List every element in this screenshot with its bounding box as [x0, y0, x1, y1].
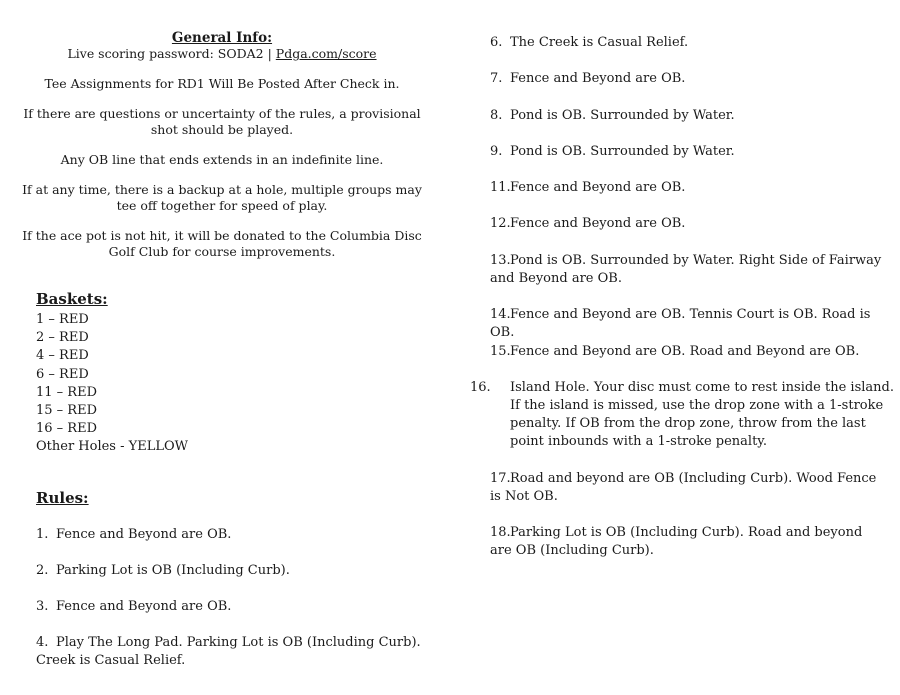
- rule-number: 18.: [490, 525, 511, 540]
- rule-item: [490, 524, 883, 560]
- rule-item: [470, 379, 900, 451]
- rule-text: Island Hole. Your disc must come to rest inside the island. If the island is missed, use the drop zone with a 1-stroke penalty. If OB from the drop zone, throw from the last point inbounds with a 1-stroke penalty.: [510, 380, 894, 449]
- general-info-section: [14, 30, 430, 274]
- basket-item: Other Holes - YELLOW: [36, 439, 188, 455]
- rule-item: [490, 179, 883, 197]
- rule-item: [490, 252, 883, 288]
- rule-number: 4.: [36, 635, 49, 650]
- basket-item: 6 – RED: [36, 366, 89, 382]
- rule-number: 8.: [490, 108, 503, 123]
- basket-item: 11 – RED: [36, 384, 98, 400]
- rule-item: [490, 470, 883, 506]
- backup-note: If at any time, there is a backup at a hole, multiple groups may tee off together for speed of play.: [22, 182, 422, 213]
- rule-text: Pond is OB. Surrounded by Water.: [510, 144, 735, 159]
- rule-number: 15.: [490, 344, 511, 359]
- rule-text: Play The Long Pad. Parking Lot is OB (Including Curb). Creek is Casual Relief.: [36, 635, 421, 668]
- rule-text: Fence and Beyond are OB.: [510, 71, 686, 86]
- rule-number: 3.: [36, 599, 49, 614]
- rule-item: [36, 598, 436, 616]
- pdga-score-link[interactable]: Pdga.com/score: [275, 46, 377, 61]
- rule-number: 6.: [490, 35, 503, 50]
- rule-item: [36, 526, 436, 544]
- rule-number: 1.: [36, 527, 49, 542]
- basket-item: 4 – RED: [36, 348, 89, 364]
- baskets-title: Baskets:: [36, 290, 108, 308]
- rule-item: [490, 306, 883, 342]
- rule-text: Pond is OB. Surrounded by Water. Right Side of Fairway and Beyond are OB.: [490, 253, 882, 286]
- basket-item: 16 – RED: [36, 421, 98, 437]
- rule-text: Road and beyond are OB (Including Curb). Wood Fence is Not OB.: [490, 471, 877, 504]
- provisional-shot-note: If there are questions or uncertainty of the rules, a provisional shot should be played.: [23, 106, 421, 137]
- rule-number: 16.: [470, 380, 491, 395]
- live-scoring-line: [14, 46, 430, 62]
- rule-item: [490, 215, 883, 233]
- rule-item: [490, 343, 883, 361]
- rule-item: [490, 34, 883, 52]
- rule-text: Fence and Beyond are OB.: [510, 216, 686, 231]
- rule-item: [490, 70, 883, 88]
- rules-title: Rules:: [36, 489, 89, 507]
- rule-text: Fence and Beyond are OB. Tennis Court is OB. Road is OB.: [490, 307, 871, 340]
- rules-section-left: [36, 488, 436, 668]
- tee-assignments-note: Tee Assignments for RD1 Will Be Posted After Check in.: [44, 76, 400, 91]
- rule-item: [490, 143, 883, 161]
- baskets-section: [36, 289, 336, 457]
- live-scoring-text: Live scoring password: SODA2 |: [67, 46, 276, 61]
- rule-number: 9.: [490, 144, 503, 159]
- rule-text: Fence and Beyond are OB.: [510, 180, 686, 195]
- ob-line-note: Any OB line that ends extends in an indefinite line.: [60, 152, 384, 167]
- rule-text: Pond is OB. Surrounded by Water.: [510, 108, 735, 123]
- rule-text: Parking Lot is OB (Including Curb).: [56, 563, 290, 578]
- rule-number: 12.: [490, 216, 511, 231]
- basket-item: 2 – RED: [36, 330, 89, 346]
- rule-number: 13.: [490, 253, 511, 268]
- rule-item: [490, 107, 883, 125]
- rule-text: Fence and Beyond are OB.: [56, 527, 232, 542]
- basket-item: 15 – RED: [36, 403, 98, 419]
- baskets-list: [36, 311, 336, 457]
- rule-text: Fence and Beyond are OB. Road and Beyond are OB.: [510, 344, 860, 359]
- rule-text: Parking Lot is OB (Including Curb). Road and beyond are OB (Including Curb).: [490, 525, 863, 558]
- general-info-title: General Info:: [171, 30, 273, 46]
- rule-number: 11.: [490, 180, 511, 195]
- rule-item: [36, 562, 436, 580]
- ace-pot-note: If the ace pot is not hit, it will be donated to the Columbia Disc Golf Club for course improvements.: [22, 228, 422, 259]
- rule-item: [36, 634, 436, 670]
- rule-number: 17.: [490, 471, 511, 486]
- rule-text: The Creek is Casual Relief.: [510, 35, 689, 50]
- rule-number: 2.: [36, 563, 49, 578]
- rule-text: Fence and Beyond are OB.: [56, 599, 232, 614]
- basket-item: 1 – RED: [36, 312, 89, 327]
- rule-number: 14.: [490, 307, 511, 322]
- rule-number: 7.: [490, 71, 503, 86]
